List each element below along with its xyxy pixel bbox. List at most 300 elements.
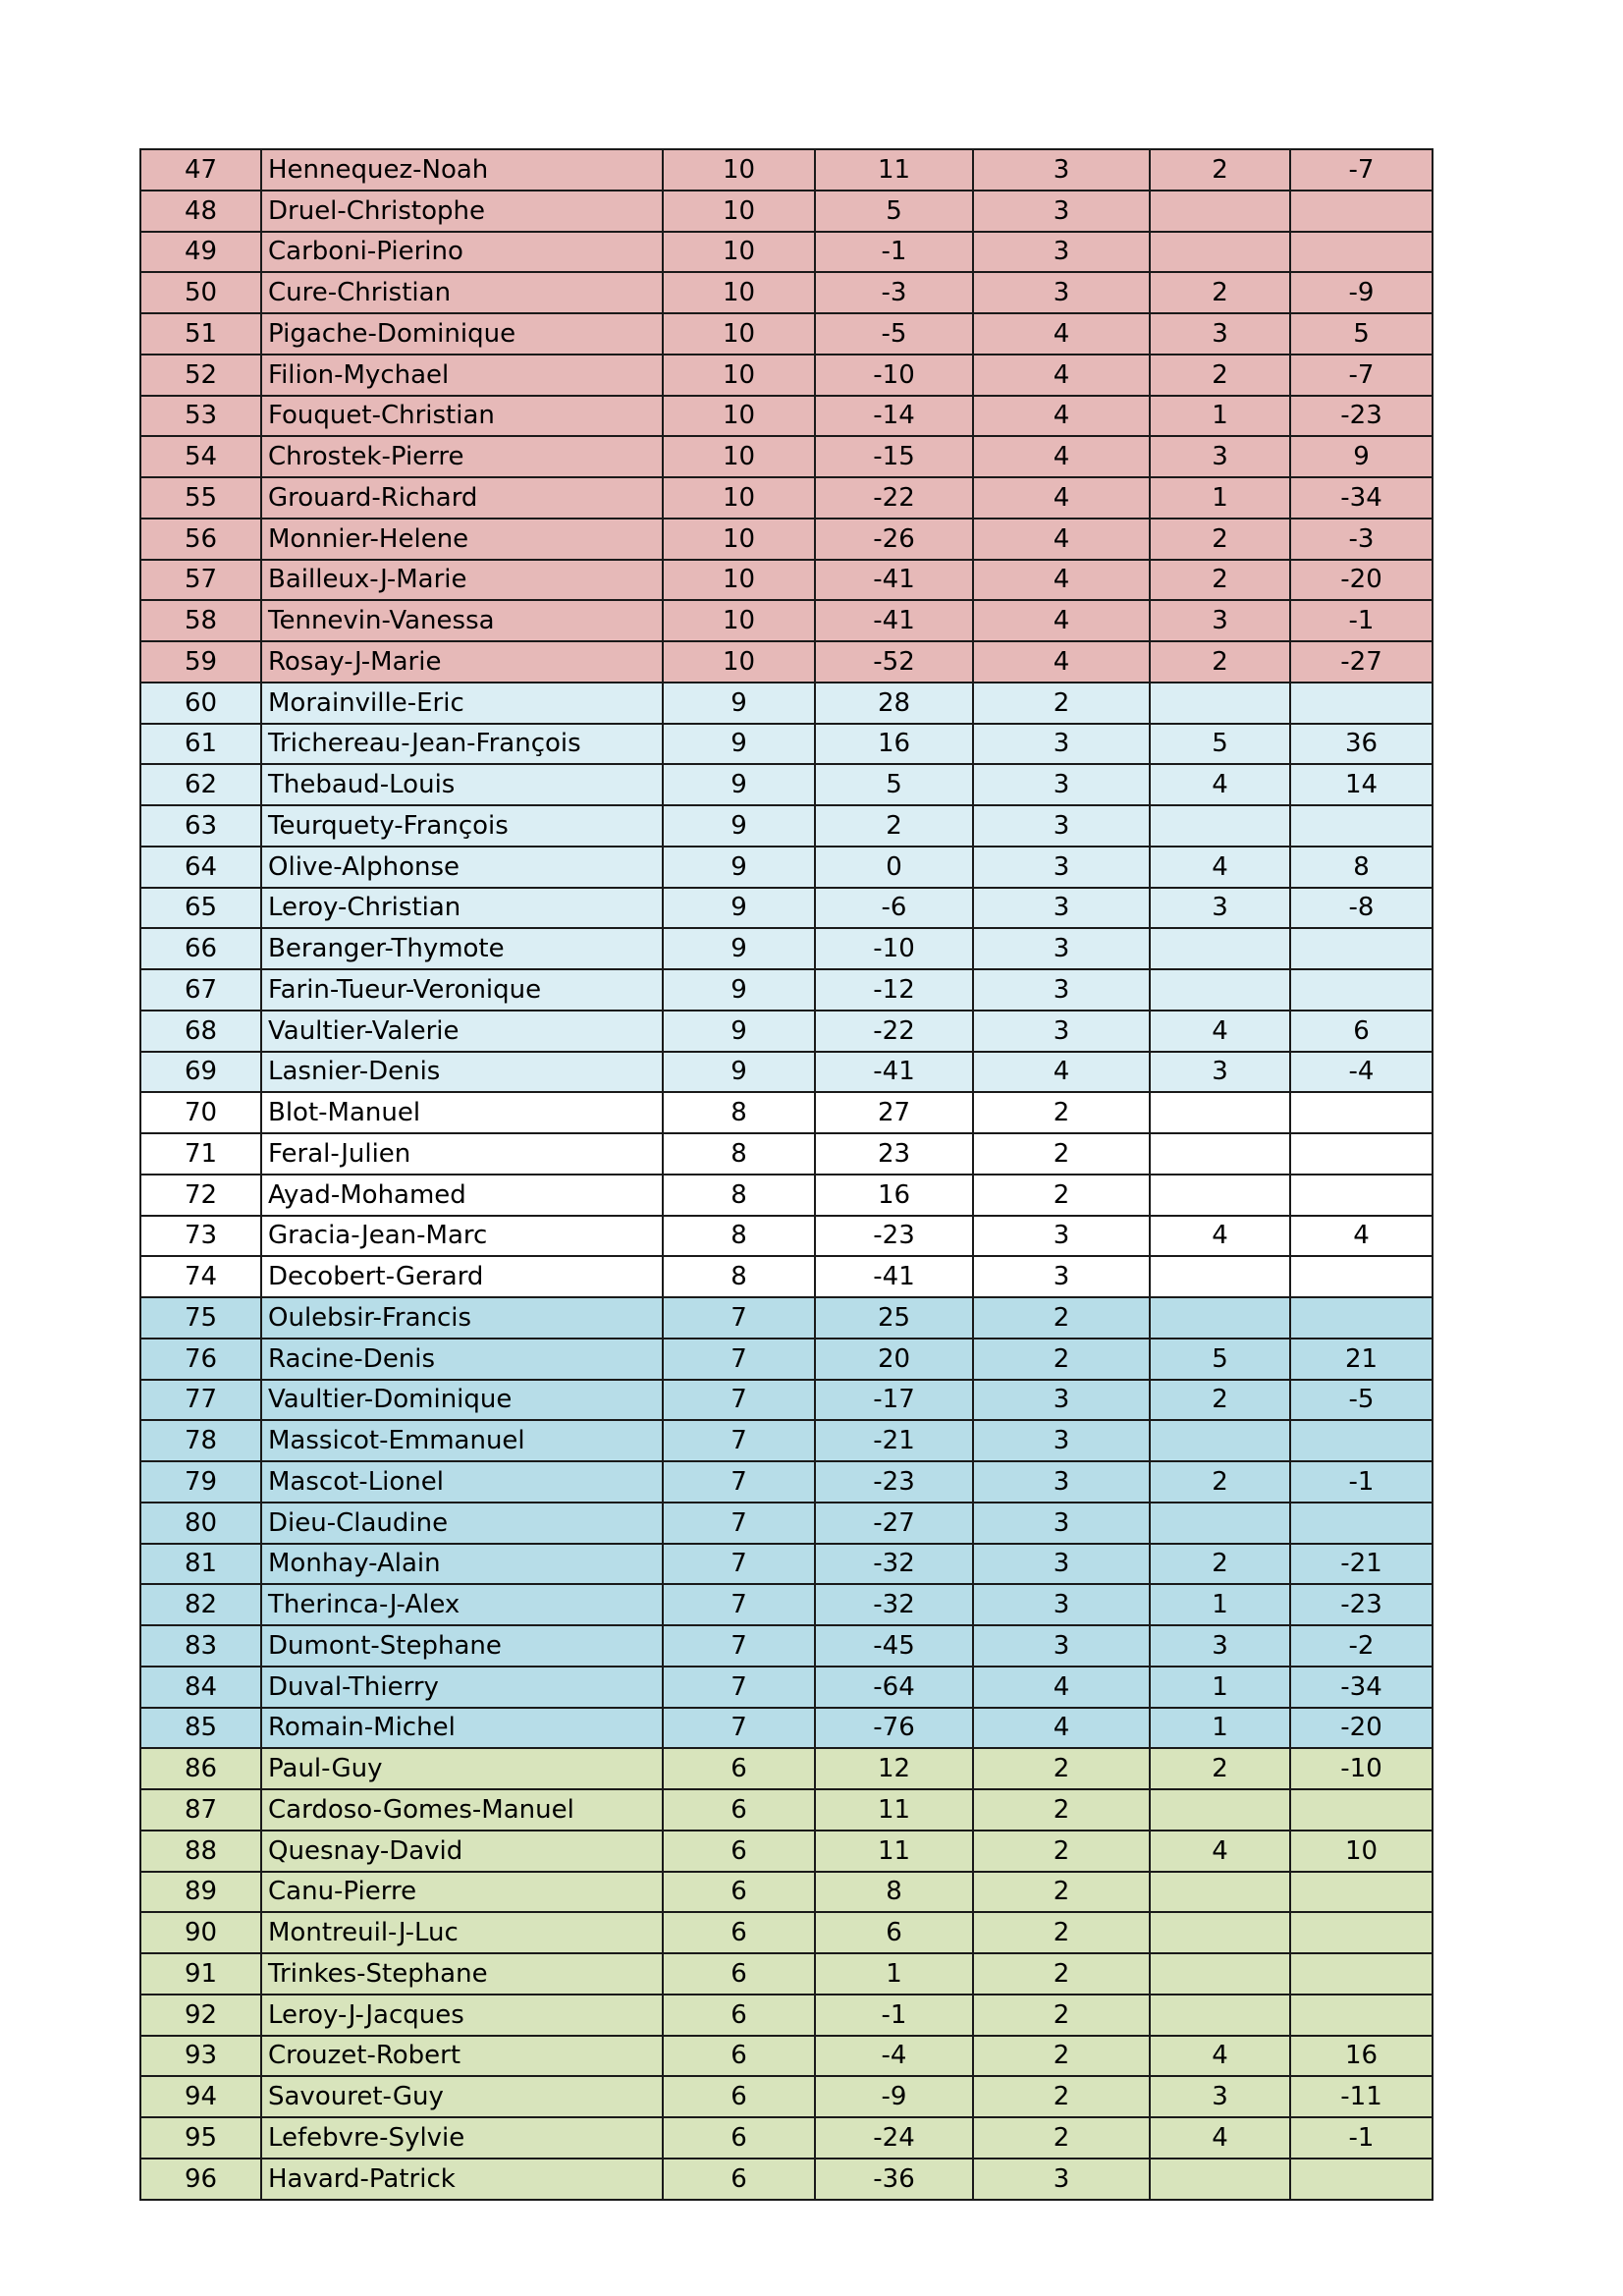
value-a-cell: 7 bbox=[663, 1625, 815, 1667]
table-row bbox=[140, 355, 1433, 396]
table-row bbox=[140, 969, 1433, 1011]
value-d-cell: 5 bbox=[1150, 724, 1290, 765]
value-d-cell: 2 bbox=[1150, 641, 1290, 683]
value-a-cell: 9 bbox=[663, 928, 815, 969]
rank-cell: 69 bbox=[140, 1052, 261, 1093]
rank-cell: 62 bbox=[140, 764, 261, 805]
value-a-cell: 10 bbox=[663, 232, 815, 273]
value-d-cell: 3 bbox=[1150, 2076, 1290, 2117]
rank-cell: 81 bbox=[140, 1544, 261, 1585]
player-name-cell: Duval-Thierry bbox=[261, 1667, 663, 1708]
value-c-cell: 2 bbox=[973, 2117, 1150, 2159]
value-b-cell: 8 bbox=[815, 1872, 973, 1913]
value-c-cell: 4 bbox=[973, 1708, 1150, 1749]
value-d-cell: 2 bbox=[1150, 272, 1290, 313]
value-e-cell: -34 bbox=[1290, 477, 1433, 519]
value-d-cell bbox=[1150, 1256, 1290, 1297]
table-row bbox=[140, 600, 1433, 641]
value-c-cell: 4 bbox=[973, 313, 1150, 355]
value-e-cell: -8 bbox=[1290, 888, 1433, 929]
rank-cell: 50 bbox=[140, 272, 261, 313]
rank-cell: 89 bbox=[140, 1872, 261, 1913]
value-d-cell bbox=[1150, 1503, 1290, 1544]
value-e-cell: -3 bbox=[1290, 519, 1433, 560]
value-a-cell: 6 bbox=[663, 1995, 815, 2036]
table-row bbox=[140, 1708, 1433, 1749]
table-row bbox=[140, 1052, 1433, 1093]
value-b-cell: -14 bbox=[815, 396, 973, 437]
rank-cell: 86 bbox=[140, 1748, 261, 1789]
table-row bbox=[140, 477, 1433, 519]
value-e-cell: -5 bbox=[1290, 1380, 1433, 1421]
rank-cell: 87 bbox=[140, 1789, 261, 1831]
value-d-cell: 4 bbox=[1150, 847, 1290, 888]
rank-cell: 95 bbox=[140, 2117, 261, 2159]
value-e-cell: -21 bbox=[1290, 1544, 1433, 1585]
player-name-cell: Cardoso-Gomes-Manuel bbox=[261, 1789, 663, 1831]
value-e-cell bbox=[1290, 683, 1433, 724]
table-row bbox=[140, 1461, 1433, 1503]
value-e-cell: -1 bbox=[1290, 2117, 1433, 2159]
value-d-cell bbox=[1150, 1420, 1290, 1461]
value-b-cell: 23 bbox=[815, 1133, 973, 1175]
table-row bbox=[140, 1667, 1433, 1708]
value-c-cell: 2 bbox=[973, 1995, 1150, 2036]
rank-cell: 57 bbox=[140, 560, 261, 601]
value-b-cell: 11 bbox=[815, 1831, 973, 1872]
value-a-cell: 9 bbox=[663, 724, 815, 765]
player-name-cell: Thebaud-Louis bbox=[261, 764, 663, 805]
rank-cell: 51 bbox=[140, 313, 261, 355]
value-d-cell: 2 bbox=[1150, 519, 1290, 560]
table-row bbox=[140, 641, 1433, 683]
table-row bbox=[140, 396, 1433, 437]
rank-cell: 52 bbox=[140, 355, 261, 396]
value-c-cell: 4 bbox=[973, 396, 1150, 437]
table-row bbox=[140, 847, 1433, 888]
value-c-cell: 2 bbox=[973, 683, 1150, 724]
player-name-cell: Monhay-Alain bbox=[261, 1544, 663, 1585]
player-name-cell: Therinca-J-Alex bbox=[261, 1584, 663, 1625]
value-b-cell: -15 bbox=[815, 436, 973, 477]
table-row bbox=[140, 1256, 1433, 1297]
table-row bbox=[140, 724, 1433, 765]
value-a-cell: 10 bbox=[663, 436, 815, 477]
value-d-cell: 5 bbox=[1150, 1339, 1290, 1380]
rank-cell: 94 bbox=[140, 2076, 261, 2117]
value-a-cell: 6 bbox=[663, 1748, 815, 1789]
value-a-cell: 8 bbox=[663, 1256, 815, 1297]
value-b-cell: -17 bbox=[815, 1380, 973, 1421]
value-d-cell bbox=[1150, 683, 1290, 724]
value-e-cell: -1 bbox=[1290, 1461, 1433, 1503]
value-a-cell: 9 bbox=[663, 847, 815, 888]
player-name-cell: Druel-Christophe bbox=[261, 191, 663, 232]
value-b-cell: -1 bbox=[815, 1995, 973, 2036]
value-e-cell bbox=[1290, 1297, 1433, 1339]
value-e-cell bbox=[1290, 969, 1433, 1011]
value-a-cell: 10 bbox=[663, 600, 815, 641]
value-b-cell: -3 bbox=[815, 272, 973, 313]
value-a-cell: 10 bbox=[663, 355, 815, 396]
value-a-cell: 7 bbox=[663, 1584, 815, 1625]
value-d-cell: 2 bbox=[1150, 560, 1290, 601]
player-name-cell: Massicot-Emmanuel bbox=[261, 1420, 663, 1461]
value-e-cell: 10 bbox=[1290, 1831, 1433, 1872]
value-d-cell: 3 bbox=[1150, 888, 1290, 929]
value-d-cell: 1 bbox=[1150, 1584, 1290, 1625]
value-d-cell bbox=[1150, 1297, 1290, 1339]
player-name-cell: Trinkes-Stephane bbox=[261, 1953, 663, 1995]
table-row bbox=[140, 1584, 1433, 1625]
rank-cell: 82 bbox=[140, 1584, 261, 1625]
value-a-cell: 9 bbox=[663, 805, 815, 847]
value-b-cell: -10 bbox=[815, 928, 973, 969]
value-c-cell: 3 bbox=[973, 888, 1150, 929]
rank-cell: 58 bbox=[140, 600, 261, 641]
value-a-cell: 6 bbox=[663, 1872, 815, 1913]
value-d-cell bbox=[1150, 1175, 1290, 1216]
rank-cell: 54 bbox=[140, 436, 261, 477]
player-name-cell: Chrostek-Pierre bbox=[261, 436, 663, 477]
value-c-cell: 3 bbox=[973, 724, 1150, 765]
table-row bbox=[140, 272, 1433, 313]
value-e-cell bbox=[1290, 1256, 1433, 1297]
value-a-cell: 8 bbox=[663, 1216, 815, 1257]
table-row bbox=[140, 436, 1433, 477]
value-d-cell bbox=[1150, 1995, 1290, 2036]
table-row bbox=[140, 1339, 1433, 1380]
value-d-cell: 2 bbox=[1150, 355, 1290, 396]
value-c-cell: 4 bbox=[973, 600, 1150, 641]
value-a-cell: 6 bbox=[663, 1789, 815, 1831]
table-row bbox=[140, 232, 1433, 273]
value-c-cell: 3 bbox=[973, 847, 1150, 888]
rank-cell: 70 bbox=[140, 1092, 261, 1133]
value-a-cell: 7 bbox=[663, 1503, 815, 1544]
value-e-cell: -7 bbox=[1290, 355, 1433, 396]
value-c-cell: 3 bbox=[973, 272, 1150, 313]
player-name-cell: Canu-Pierre bbox=[261, 1872, 663, 1913]
value-c-cell: 2 bbox=[973, 1748, 1150, 1789]
value-c-cell: 3 bbox=[973, 2159, 1150, 2200]
player-name-cell: Havard-Patrick bbox=[261, 2159, 663, 2200]
player-name-cell: Monnier-Helene bbox=[261, 519, 663, 560]
value-c-cell: 2 bbox=[973, 1953, 1150, 1995]
value-c-cell: 2 bbox=[973, 2076, 1150, 2117]
rank-cell: 74 bbox=[140, 1256, 261, 1297]
value-d-cell: 2 bbox=[1150, 1461, 1290, 1503]
value-e-cell bbox=[1290, 191, 1433, 232]
value-e-cell: 9 bbox=[1290, 436, 1433, 477]
value-b-cell: 28 bbox=[815, 683, 973, 724]
rank-cell: 55 bbox=[140, 477, 261, 519]
player-name-cell: Ayad-Mohamed bbox=[261, 1175, 663, 1216]
player-name-cell: Filion-Mychael bbox=[261, 355, 663, 396]
table-row bbox=[140, 1092, 1433, 1133]
value-c-cell: 3 bbox=[973, 1420, 1150, 1461]
value-b-cell: 0 bbox=[815, 847, 973, 888]
value-e-cell: -23 bbox=[1290, 1584, 1433, 1625]
player-name-cell: Vaultier-Valerie bbox=[261, 1011, 663, 1052]
value-a-cell: 10 bbox=[663, 272, 815, 313]
rank-cell: 53 bbox=[140, 396, 261, 437]
table-row bbox=[140, 1625, 1433, 1667]
rank-cell: 83 bbox=[140, 1625, 261, 1667]
value-e-cell: -4 bbox=[1290, 1052, 1433, 1093]
value-e-cell: -23 bbox=[1290, 396, 1433, 437]
value-b-cell: -36 bbox=[815, 2159, 973, 2200]
value-d-cell: 1 bbox=[1150, 1667, 1290, 1708]
value-d-cell: 3 bbox=[1150, 1052, 1290, 1093]
value-e-cell: -34 bbox=[1290, 1667, 1433, 1708]
rank-cell: 90 bbox=[140, 1912, 261, 1953]
value-b-cell: 25 bbox=[815, 1297, 973, 1339]
table-row bbox=[140, 1380, 1433, 1421]
value-b-cell: -24 bbox=[815, 2117, 973, 2159]
value-b-cell: -27 bbox=[815, 1503, 973, 1544]
value-d-cell: 4 bbox=[1150, 764, 1290, 805]
value-b-cell: -22 bbox=[815, 1011, 973, 1052]
value-b-cell: -45 bbox=[815, 1625, 973, 1667]
value-d-cell: 4 bbox=[1150, 1216, 1290, 1257]
rank-cell: 71 bbox=[140, 1133, 261, 1175]
value-e-cell bbox=[1290, 1420, 1433, 1461]
table-row bbox=[140, 191, 1433, 232]
player-name-cell: Carboni-Pierino bbox=[261, 232, 663, 273]
value-e-cell bbox=[1290, 1503, 1433, 1544]
table-row bbox=[140, 1831, 1433, 1872]
value-b-cell: 5 bbox=[815, 191, 973, 232]
value-a-cell: 7 bbox=[663, 1544, 815, 1585]
value-b-cell: -1 bbox=[815, 232, 973, 273]
value-e-cell bbox=[1290, 1912, 1433, 1953]
value-b-cell: -41 bbox=[815, 560, 973, 601]
table-row bbox=[140, 1995, 1433, 2036]
value-e-cell: 16 bbox=[1290, 2036, 1433, 2077]
player-name-cell: Blot-Manuel bbox=[261, 1092, 663, 1133]
value-c-cell: 3 bbox=[973, 764, 1150, 805]
value-c-cell: 3 bbox=[973, 969, 1150, 1011]
value-a-cell: 9 bbox=[663, 764, 815, 805]
value-a-cell: 6 bbox=[663, 2036, 815, 2077]
value-b-cell: 5 bbox=[815, 764, 973, 805]
value-a-cell: 9 bbox=[663, 683, 815, 724]
table-row bbox=[140, 1503, 1433, 1544]
table-row bbox=[140, 1420, 1433, 1461]
player-name-cell: Morainville-Eric bbox=[261, 683, 663, 724]
table-row bbox=[140, 1011, 1433, 1052]
table-row bbox=[140, 1544, 1433, 1585]
value-b-cell: 11 bbox=[815, 149, 973, 191]
player-name-cell: Hennequez-Noah bbox=[261, 149, 663, 191]
value-e-cell: 4 bbox=[1290, 1216, 1433, 1257]
value-c-cell: 2 bbox=[973, 1872, 1150, 1913]
value-e-cell: -9 bbox=[1290, 272, 1433, 313]
player-name-cell: Quesnay-David bbox=[261, 1831, 663, 1872]
value-a-cell: 7 bbox=[663, 1420, 815, 1461]
table-row bbox=[140, 1912, 1433, 1953]
value-a-cell: 7 bbox=[663, 1461, 815, 1503]
value-d-cell: 4 bbox=[1150, 2036, 1290, 2077]
value-d-cell: 2 bbox=[1150, 149, 1290, 191]
table-row bbox=[140, 2117, 1433, 2159]
rank-cell: 67 bbox=[140, 969, 261, 1011]
value-c-cell: 3 bbox=[973, 1011, 1150, 1052]
value-b-cell: 6 bbox=[815, 1912, 973, 1953]
value-a-cell: 6 bbox=[663, 2117, 815, 2159]
value-c-cell: 3 bbox=[973, 1380, 1150, 1421]
value-b-cell: -41 bbox=[815, 1052, 973, 1093]
value-c-cell: 2 bbox=[973, 1133, 1150, 1175]
table-row bbox=[140, 1953, 1433, 1995]
table-row bbox=[140, 928, 1433, 969]
value-e-cell bbox=[1290, 805, 1433, 847]
value-b-cell: -6 bbox=[815, 888, 973, 929]
value-b-cell: 16 bbox=[815, 724, 973, 765]
value-c-cell: 2 bbox=[973, 1092, 1150, 1133]
value-c-cell: 4 bbox=[973, 641, 1150, 683]
value-e-cell bbox=[1290, 1872, 1433, 1913]
value-c-cell: 3 bbox=[973, 1584, 1150, 1625]
player-name-cell: Gracia-Jean-Marc bbox=[261, 1216, 663, 1257]
value-b-cell: 12 bbox=[815, 1748, 973, 1789]
player-name-cell: Leroy-Christian bbox=[261, 888, 663, 929]
player-name-cell: Cure-Christian bbox=[261, 272, 663, 313]
value-a-cell: 10 bbox=[663, 519, 815, 560]
rank-cell: 79 bbox=[140, 1461, 261, 1503]
value-c-cell: 3 bbox=[973, 1216, 1150, 1257]
value-e-cell bbox=[1290, 1133, 1433, 1175]
value-c-cell: 3 bbox=[973, 1461, 1150, 1503]
value-d-cell bbox=[1150, 1092, 1290, 1133]
player-name-cell: Savouret-Guy bbox=[261, 2076, 663, 2117]
value-d-cell bbox=[1150, 1953, 1290, 1995]
value-d-cell bbox=[1150, 1133, 1290, 1175]
table-row bbox=[140, 2036, 1433, 2077]
value-e-cell bbox=[1290, 1092, 1433, 1133]
value-c-cell: 2 bbox=[973, 1912, 1150, 1953]
player-name-cell: Rosay-J-Marie bbox=[261, 641, 663, 683]
value-c-cell: 4 bbox=[973, 1667, 1150, 1708]
value-d-cell: 2 bbox=[1150, 1380, 1290, 1421]
value-b-cell: 27 bbox=[815, 1092, 973, 1133]
value-b-cell: -10 bbox=[815, 355, 973, 396]
rank-cell: 76 bbox=[140, 1339, 261, 1380]
rank-cell: 96 bbox=[140, 2159, 261, 2200]
table-row bbox=[140, 683, 1433, 724]
value-a-cell: 8 bbox=[663, 1175, 815, 1216]
player-name-cell: Olive-Alphonse bbox=[261, 847, 663, 888]
value-b-cell: -23 bbox=[815, 1461, 973, 1503]
rank-cell: 91 bbox=[140, 1953, 261, 1995]
rank-cell: 61 bbox=[140, 724, 261, 765]
value-a-cell: 8 bbox=[663, 1133, 815, 1175]
value-d-cell bbox=[1150, 928, 1290, 969]
value-a-cell: 6 bbox=[663, 1831, 815, 1872]
player-name-cell: Trichereau-Jean-François bbox=[261, 724, 663, 765]
value-e-cell: -20 bbox=[1290, 560, 1433, 601]
value-c-cell: 4 bbox=[973, 355, 1150, 396]
rank-cell: 48 bbox=[140, 191, 261, 232]
player-name-cell: Fouquet-Christian bbox=[261, 396, 663, 437]
table-row bbox=[140, 1133, 1433, 1175]
value-b-cell: -22 bbox=[815, 477, 973, 519]
value-a-cell: 7 bbox=[663, 1297, 815, 1339]
value-d-cell: 1 bbox=[1150, 477, 1290, 519]
rank-cell: 92 bbox=[140, 1995, 261, 2036]
rank-cell: 49 bbox=[140, 232, 261, 273]
player-name-cell: Lasnier-Denis bbox=[261, 1052, 663, 1093]
value-b-cell: -9 bbox=[815, 2076, 973, 2117]
value-d-cell: 1 bbox=[1150, 396, 1290, 437]
value-d-cell bbox=[1150, 805, 1290, 847]
value-b-cell: -64 bbox=[815, 1667, 973, 1708]
value-a-cell: 9 bbox=[663, 1052, 815, 1093]
rank-cell: 56 bbox=[140, 519, 261, 560]
value-d-cell bbox=[1150, 1872, 1290, 1913]
value-d-cell bbox=[1150, 2159, 1290, 2200]
value-d-cell: 2 bbox=[1150, 1748, 1290, 1789]
value-a-cell: 6 bbox=[663, 2076, 815, 2117]
value-b-cell: -32 bbox=[815, 1544, 973, 1585]
rank-cell: 60 bbox=[140, 683, 261, 724]
value-b-cell: -41 bbox=[815, 1256, 973, 1297]
value-e-cell bbox=[1290, 2159, 1433, 2200]
value-d-cell: 4 bbox=[1150, 1011, 1290, 1052]
value-d-cell bbox=[1150, 1789, 1290, 1831]
player-name-cell: Oulebsir-Francis bbox=[261, 1297, 663, 1339]
player-name-cell: Vaultier-Dominique bbox=[261, 1380, 663, 1421]
value-e-cell: 36 bbox=[1290, 724, 1433, 765]
player-name-cell: Tennevin-Vanessa bbox=[261, 600, 663, 641]
value-e-cell: 21 bbox=[1290, 1339, 1433, 1380]
player-name-cell: Mascot-Lionel bbox=[261, 1461, 663, 1503]
table-row bbox=[140, 560, 1433, 601]
table-row bbox=[140, 1175, 1433, 1216]
value-c-cell: 3 bbox=[973, 928, 1150, 969]
player-name-cell: Bailleux-J-Marie bbox=[261, 560, 663, 601]
value-e-cell: 8 bbox=[1290, 847, 1433, 888]
rank-cell: 84 bbox=[140, 1667, 261, 1708]
value-b-cell: -12 bbox=[815, 969, 973, 1011]
value-b-cell: 11 bbox=[815, 1789, 973, 1831]
value-d-cell: 3 bbox=[1150, 600, 1290, 641]
player-name-cell: Leroy-J-Jacques bbox=[261, 1995, 663, 2036]
value-a-cell: 7 bbox=[663, 1380, 815, 1421]
rank-cell: 85 bbox=[140, 1708, 261, 1749]
table-row bbox=[140, 149, 1433, 191]
value-b-cell: -76 bbox=[815, 1708, 973, 1749]
table-row bbox=[140, 1297, 1433, 1339]
value-b-cell: -32 bbox=[815, 1584, 973, 1625]
value-e-cell: -10 bbox=[1290, 1748, 1433, 1789]
player-name-cell: Farin-Tueur-Veronique bbox=[261, 969, 663, 1011]
player-name-cell: Paul-Guy bbox=[261, 1748, 663, 1789]
value-c-cell: 2 bbox=[973, 1789, 1150, 1831]
value-b-cell: -21 bbox=[815, 1420, 973, 1461]
player-name-cell: Dieu-Claudine bbox=[261, 1503, 663, 1544]
value-a-cell: 6 bbox=[663, 1953, 815, 1995]
rank-cell: 80 bbox=[140, 1503, 261, 1544]
value-e-cell: -11 bbox=[1290, 2076, 1433, 2117]
value-b-cell: 2 bbox=[815, 805, 973, 847]
value-c-cell: 3 bbox=[973, 1625, 1150, 1667]
value-a-cell: 6 bbox=[663, 2159, 815, 2200]
rank-cell: 93 bbox=[140, 2036, 261, 2077]
player-name-cell: Decobert-Gerard bbox=[261, 1256, 663, 1297]
table-row bbox=[140, 2159, 1433, 2200]
